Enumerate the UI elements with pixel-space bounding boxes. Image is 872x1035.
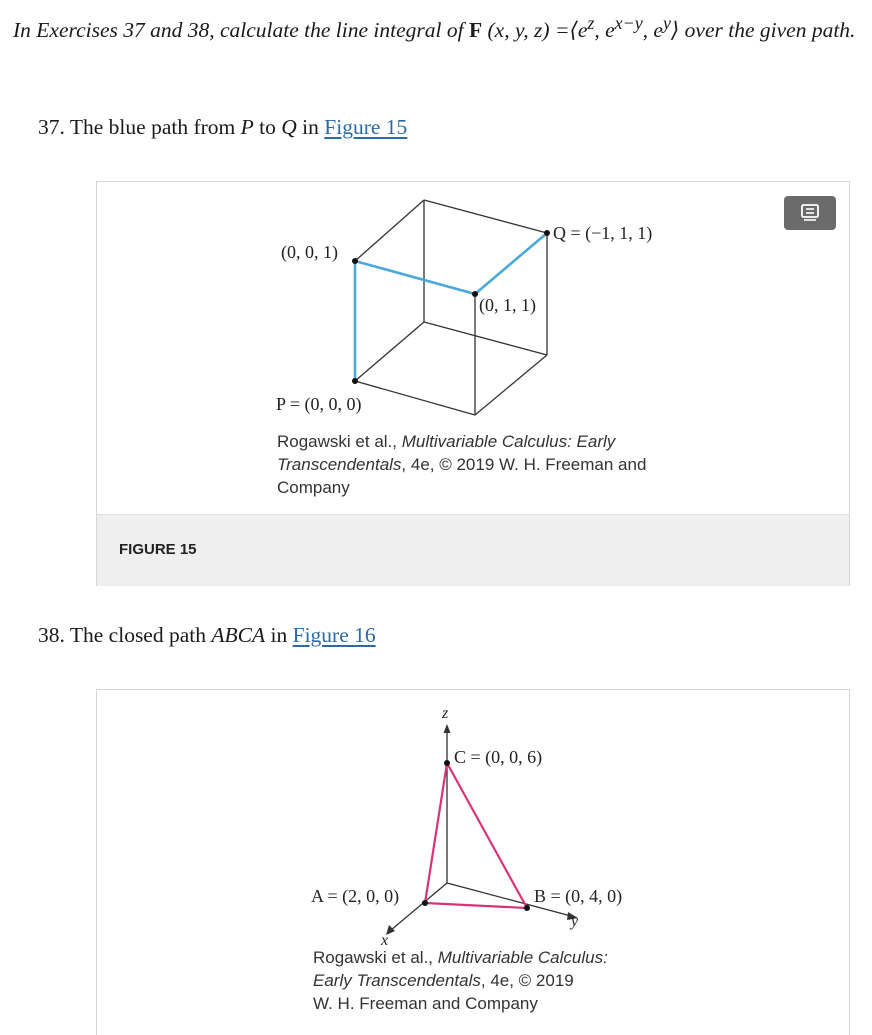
- credit-text: Rogawski et al.,: [277, 432, 402, 451]
- z-axis-arrow: [444, 724, 451, 733]
- label-z-axis: z: [442, 705, 449, 722]
- point-c-dot: [444, 760, 450, 766]
- intro-text: In Exercises 37 and 38, calculate the line integral of: [13, 18, 469, 43]
- closed-path-abca: [425, 763, 527, 908]
- label-c: C = (0, 0, 6): [454, 747, 543, 767]
- point-q: Q: [281, 115, 297, 139]
- exponent-2: x−y: [614, 13, 643, 33]
- exponent-3: y: [662, 13, 671, 33]
- path-name: ABCA: [211, 623, 266, 647]
- field-separator-2: , e: [642, 18, 663, 43]
- field-separator-1: , e: [594, 18, 615, 43]
- label-b: B = (0, 4, 0): [534, 886, 623, 906]
- point-q-dot: [544, 230, 550, 236]
- credit-text: Rogawski et al.,: [313, 948, 438, 967]
- intro-tail: ⟩ over the given path.: [670, 18, 856, 43]
- point-001-dot: [352, 258, 358, 264]
- credit-title: Transcendentals: [277, 455, 402, 474]
- credit-title: Early Transcendentals: [313, 971, 481, 990]
- exercise-text: to: [253, 115, 282, 139]
- path-segment-to-q: [475, 233, 547, 294]
- vector-field-symbol: F: [468, 18, 483, 43]
- label-a: A = (2, 0, 0): [311, 886, 400, 906]
- exercise-text: The blue path from: [69, 115, 241, 139]
- figure-15-panel: [96, 181, 850, 586]
- label-x-axis: x: [381, 932, 389, 949]
- credit-title: Multivariable Calculus:: [437, 948, 608, 967]
- figure-16-link[interactable]: Figure 16: [292, 623, 376, 647]
- expand-figure-icon: [798, 203, 822, 223]
- exercise-intro: [13, 4, 869, 49]
- exercise-text: in: [265, 623, 293, 647]
- figure-15-link[interactable]: Figure 15: [324, 115, 408, 139]
- point-a-dot: [422, 900, 428, 906]
- figure-16-panel: [96, 689, 850, 1035]
- path-segment-across: [355, 261, 475, 294]
- exercise-text: The closed path: [69, 623, 212, 647]
- credit-text: , 4e, © 2019: [480, 971, 574, 990]
- label-y-axis: y: [571, 913, 579, 930]
- point-p: P: [240, 115, 254, 139]
- label-011: (0, 1, 1): [479, 295, 536, 315]
- point-b-dot: [524, 905, 530, 911]
- exercise-number: 37.: [38, 115, 65, 139]
- x-axis: [391, 883, 447, 930]
- exercise-37: [38, 113, 407, 141]
- exercise-38: [38, 621, 376, 649]
- expand-figure-button[interactable]: [784, 196, 836, 230]
- figure-16-credit: [313, 946, 673, 1015]
- path-segment-ab: [425, 903, 527, 908]
- point-011-dot: [472, 291, 478, 297]
- credit-text: W. H. Freeman and Company: [313, 994, 538, 1013]
- credit-title: Multivariable Calculus: Early: [401, 432, 616, 451]
- exercise-number: 38.: [38, 623, 65, 647]
- figure-15-caption-bar: [97, 514, 849, 586]
- figure-15-credit: [277, 430, 677, 499]
- figure-16-tetrahedron-diagram: [97, 690, 849, 950]
- exponent-1: z: [587, 13, 595, 33]
- point-p-dot: [352, 378, 358, 384]
- label-001: (0, 0, 1): [281, 242, 338, 262]
- credit-text: , 4e, © 2019 W. H. Freeman and: [401, 455, 647, 474]
- field-arguments: (x, y, z) =⟨e: [482, 18, 588, 43]
- label-p: P = (0, 0, 0): [276, 394, 362, 414]
- label-q: Q = (−1, 1, 1): [553, 223, 653, 243]
- credit-text: Company: [277, 478, 350, 497]
- exercise-text: in: [296, 115, 325, 139]
- path-segment-ca: [425, 763, 447, 903]
- figure-15-caption: FIGURE 15: [119, 541, 197, 558]
